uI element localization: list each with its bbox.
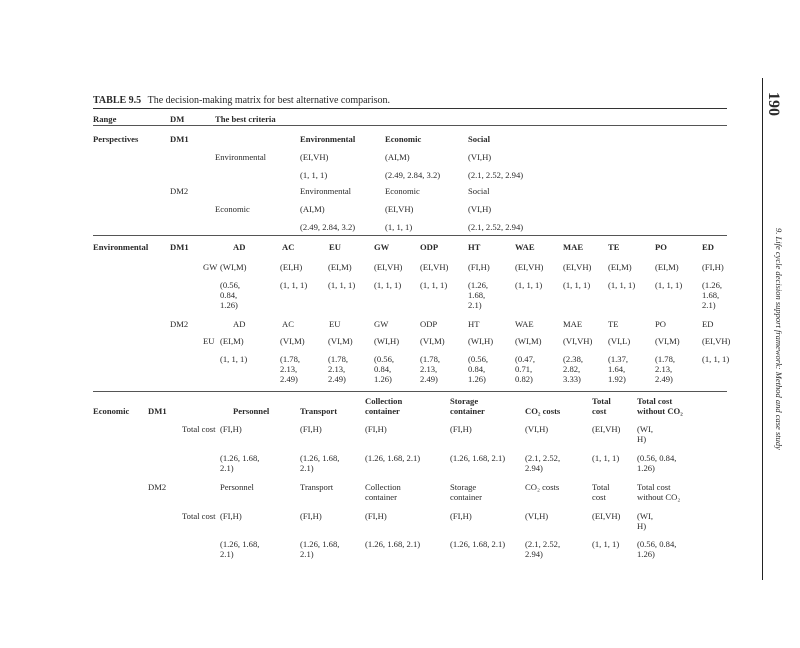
perspectives-col-header: Environmental <box>300 134 356 144</box>
perspectives-dm1-tfn: (1, 1, 1) <box>300 170 328 180</box>
environmental-col-header: ODP <box>420 242 439 252</box>
environmental-dm2-linguistic: (VI,M) <box>420 336 445 346</box>
environmental-dm2: DM2 <box>170 319 189 329</box>
environmental-dm2-col-label: HT <box>468 319 480 329</box>
economic-dm1: DM1 <box>148 406 167 416</box>
environmental-dm2-col-label: ODP <box>420 319 438 329</box>
economic-dm1-linguistic: (VI,H) <box>525 424 549 434</box>
economic-dm2-linguistic: (FI,H) <box>300 511 322 521</box>
perspectives-dm2-tfn: (2.49, 2.84, 3.2) <box>300 222 356 232</box>
section-label-environmental: Environmental <box>93 242 149 252</box>
economic-dm2-col-label: Storage container <box>450 482 482 502</box>
environmental-dm2-tfn: (1.78, 2.13, 2.49) <box>420 354 441 384</box>
environmental-dm1-linguistic: (EI,VH) <box>420 262 449 272</box>
perspectives-dm1-tfn: (2.1, 2.52, 2.94) <box>468 170 524 180</box>
section-rule-2 <box>93 391 727 392</box>
economic-dm2-linguistic: (WI, H) <box>637 511 653 531</box>
environmental-col-header: MAE <box>563 242 584 252</box>
economic-dm2-col-label: Personnel <box>220 482 254 492</box>
environmental-dm2-tfn: (2.38, 2.82, 3.33) <box>563 354 584 384</box>
perspectives-dm1-tfn: (2.49, 2.84, 3.2) <box>385 170 441 180</box>
perspectives-dm2-col-label: Social <box>468 186 490 196</box>
perspectives-dm1: DM1 <box>170 134 189 144</box>
environmental-dm2-col-label: MAE <box>563 319 583 329</box>
environmental-dm2-col-label: TE <box>608 319 619 329</box>
perspectives-dm2-linguistic: (EI,VH) <box>385 204 414 214</box>
economic-dm1-linguistic: (FI,H) <box>220 424 242 434</box>
perspectives-col-header: Social <box>468 134 490 144</box>
economic-dm1-tfn: (1.26, 1.68, 2.1) <box>220 453 260 473</box>
environmental-dm1-tfn: (1, 1, 1) <box>655 280 683 290</box>
economic-dm2-tfn: (1, 1, 1) <box>592 539 620 549</box>
economic-col-header: Total cost <box>592 396 611 416</box>
environmental-dm2-linguistic: (VI,M) <box>328 336 353 346</box>
economic-dm1-linguistic: (EI,VH) <box>592 424 621 434</box>
economic-col-header: Storage container <box>450 396 485 416</box>
environmental-dm2-tfn: (1.37, 1.64, 1.92) <box>608 354 629 384</box>
environmental-dm1-linguistic: (EI,VH) <box>374 262 403 272</box>
environmental-dm2-tfn: (0.56, 0.84, 1.26) <box>468 354 489 384</box>
page-margin-rule <box>762 78 763 580</box>
environmental-dm2-linguistic: (EI,VH) <box>702 336 731 346</box>
environmental-col-header: AC <box>282 242 295 252</box>
environmental-dm2-tfn: (1, 1, 1) <box>702 354 730 364</box>
environmental-col-header: PO <box>655 242 667 252</box>
environmental-dm1: DM1 <box>170 242 189 252</box>
environmental-dm1-linguistic: (EI,H) <box>280 262 303 272</box>
environmental-dm1-linguistic: (EI,VH) <box>563 262 592 272</box>
environmental-dm2-tfn: (0.56, 0.84, 1.26) <box>374 354 395 384</box>
environmental-dm1-linguistic: (EI,M) <box>655 262 679 272</box>
economic-col-header: Transport <box>300 406 338 416</box>
economic-dm1-tfn: (1.26, 1.68, 2.1) <box>450 453 506 463</box>
environmental-col-header: HT <box>468 242 481 252</box>
economic-dm2-col-label: Total cost <box>592 482 610 502</box>
environmental-dm2-linguistic: (VI,M) <box>280 336 305 346</box>
environmental-dm1-tfn: (0.56, 0.84, 1.26) <box>220 280 241 310</box>
environmental-dm2-linguistic: (EI,M) <box>220 336 244 346</box>
environmental-dm2-col-label: ED <box>702 319 714 329</box>
environmental-dm2-tfn: (1.78, 2.13, 2.49) <box>280 354 301 384</box>
header-best-criteria: The best criteria <box>215 114 276 124</box>
economic-col-header: CO₂ costs <box>525 406 561 416</box>
economic-col-header: Collection container <box>365 396 403 416</box>
environmental-col-header: AD <box>233 242 246 252</box>
environmental-col-header: ED <box>702 242 714 252</box>
economic-dm2: DM2 <box>148 482 167 492</box>
environmental-dm1-linguistic: (EI,M) <box>608 262 632 272</box>
environmental-dm2-linguistic: (VI,M) <box>655 336 680 346</box>
environmental-col-header: TE <box>608 242 620 252</box>
environmental-dm2-linguistic: (WI,H) <box>468 336 494 346</box>
economic-dm2-col-label: Collection container <box>365 482 401 502</box>
environmental-dm2-col-label: WAE <box>515 319 534 329</box>
environmental-dm2-tfn: (1, 1, 1) <box>220 354 248 364</box>
environmental-dm1-linguistic: (EI,M) <box>328 262 352 272</box>
perspectives-dm1-linguistic: (VI,H) <box>468 152 492 162</box>
environmental-dm2-col-label: PO <box>655 319 666 329</box>
economic-dm1-tfn: (1.26, 1.68, 2.1) <box>365 453 421 463</box>
economic-dm2-linguistic: (FI,H) <box>365 511 387 521</box>
economic-dm2-col-label: CO₂ costs <box>525 482 560 492</box>
economic-dm2-linguistic: (VI,H) <box>525 511 549 521</box>
economic-dm2-col-label: Total cost without CO₂ <box>637 482 681 502</box>
environmental-col-header: WAE <box>515 242 535 252</box>
environmental-dm2-col-label: GW <box>374 319 389 329</box>
environmental-dm1-row-label: GW <box>203 262 218 272</box>
environmental-dm2-col-label: AC <box>282 319 294 329</box>
environmental-dm1-linguistic: (EI,VH) <box>515 262 544 272</box>
perspectives-dm2-col-label: Environmental <box>300 186 352 196</box>
economic-dm1-tfn: (0.56, 0.84, 1.26) <box>637 453 677 473</box>
environmental-dm1-linguistic: (FI,H) <box>702 262 724 272</box>
economic-col-header: Total cost without CO₂ <box>637 396 683 416</box>
environmental-dm2-row-label: EU <box>203 336 215 346</box>
perspectives-col-header: Economic <box>385 134 422 144</box>
economic-dm1-tfn: (2.1, 2.52, 2.94) <box>525 453 561 473</box>
perspectives-dm2-col-label: Economic <box>385 186 420 196</box>
perspectives-dm1-linguistic: (AI,M) <box>385 152 410 162</box>
environmental-dm1-tfn: (1.26, 1.68, 2.1) <box>468 280 489 310</box>
economic-dm2-linguistic: (EI,VH) <box>592 511 621 521</box>
environmental-dm1-tfn: (1, 1, 1) <box>420 280 448 290</box>
running-header: 9. Life cycle decision support framework: Method and case study <box>774 228 784 450</box>
environmental-dm1-tfn: (1, 1, 1) <box>608 280 636 290</box>
table-top-rule <box>93 108 727 109</box>
economic-dm2-tfn: (1.26, 1.68, 2.1) <box>450 539 506 549</box>
environmental-dm1-tfn: (1, 1, 1) <box>563 280 591 290</box>
economic-dm1-linguistic: (FI,H) <box>365 424 387 434</box>
environmental-dm2-col-label: AD <box>233 319 246 329</box>
perspectives-dm2-linguistic: (VI,H) <box>468 204 492 214</box>
economic-dm1-linguistic: (WI, H) <box>637 424 653 444</box>
economic-dm1-tfn: (1, 1, 1) <box>592 453 620 463</box>
economic-dm2-tfn: (1.26, 1.68, 2.1) <box>300 539 340 559</box>
environmental-dm1-tfn: (1, 1, 1) <box>515 280 543 290</box>
header-rule <box>93 125 727 126</box>
economic-dm2-linguistic: (FI,H) <box>450 511 472 521</box>
perspectives-dm2-linguistic: (AI,M) <box>300 204 325 214</box>
page-number: 190 <box>765 92 782 116</box>
economic-dm1-linguistic: (FI,H) <box>300 424 322 434</box>
economic-dm1-linguistic: (FI,H) <box>450 424 472 434</box>
environmental-dm2-linguistic: (VI,VH) <box>563 336 593 346</box>
perspectives-dm1-row-label: Environmental <box>215 152 267 162</box>
economic-col-header: Personnel <box>233 406 270 416</box>
table-caption <box>93 95 390 106</box>
header-range: Range <box>93 114 117 124</box>
environmental-dm1-linguistic: (FI,H) <box>468 262 490 272</box>
table-caption-text: The decision-making matrix for best alternative comparison. <box>147 95 391 106</box>
economic-dm1-tfn: (1.26, 1.68, 2.1) <box>300 453 340 473</box>
economic-dm2-tfn: (1.26, 1.68, 2.1) <box>220 539 260 559</box>
table-label: TABLE 9.5 <box>93 95 142 106</box>
economic-dm2-tfn: (1.26, 1.68, 2.1) <box>365 539 421 549</box>
environmental-col-header: GW <box>374 242 390 252</box>
perspectives-dm2-row-label: Economic <box>215 204 250 214</box>
environmental-dm2-tfn: (1.78, 2.13, 2.49) <box>655 354 676 384</box>
economic-dm1-row-label: Total cost <box>182 424 216 434</box>
economic-dm2-col-label: Transport <box>300 482 334 492</box>
section-label-economic: Economic <box>93 406 130 416</box>
perspectives-dm2: DM2 <box>170 186 189 196</box>
environmental-dm2-linguistic: (VI,L) <box>608 336 631 346</box>
environmental-dm1-tfn: (1, 1, 1) <box>328 280 356 290</box>
environmental-dm1-tfn: (1, 1, 1) <box>374 280 402 290</box>
environmental-dm2-col-label: EU <box>329 319 341 329</box>
economic-dm2-tfn: (0.56, 0.84, 1.26) <box>637 539 677 559</box>
section-label-perspectives: Perspectives <box>93 134 139 144</box>
economic-dm2-row-label: Total cost <box>182 511 216 521</box>
environmental-dm1-tfn: (1, 1, 1) <box>280 280 308 290</box>
environmental-dm2-tfn: (0.47, 0.71, 0.82) <box>515 354 536 384</box>
environmental-dm2-linguistic: (WI,H) <box>374 336 400 346</box>
environmental-dm1-linguistic: (WI,M) <box>220 262 247 272</box>
section-rule-1 <box>93 235 727 236</box>
environmental-dm2-tfn: (1.78, 2.13, 2.49) <box>328 354 349 384</box>
economic-dm2-linguistic: (FI,H) <box>220 511 242 521</box>
economic-dm2-tfn: (2.1, 2.52, 2.94) <box>525 539 561 559</box>
perspectives-dm2-tfn: (2.1, 2.52, 2.94) <box>468 222 524 232</box>
header-dm: DM <box>170 114 185 124</box>
environmental-col-header: EU <box>329 242 341 252</box>
environmental-dm1-tfn: (1.26, 1.68, 2.1) <box>702 280 723 310</box>
perspectives-dm2-tfn: (1, 1, 1) <box>385 222 413 232</box>
environmental-dm2-linguistic: (WI,M) <box>515 336 542 346</box>
perspectives-dm1-linguistic: (EI,VH) <box>300 152 329 162</box>
